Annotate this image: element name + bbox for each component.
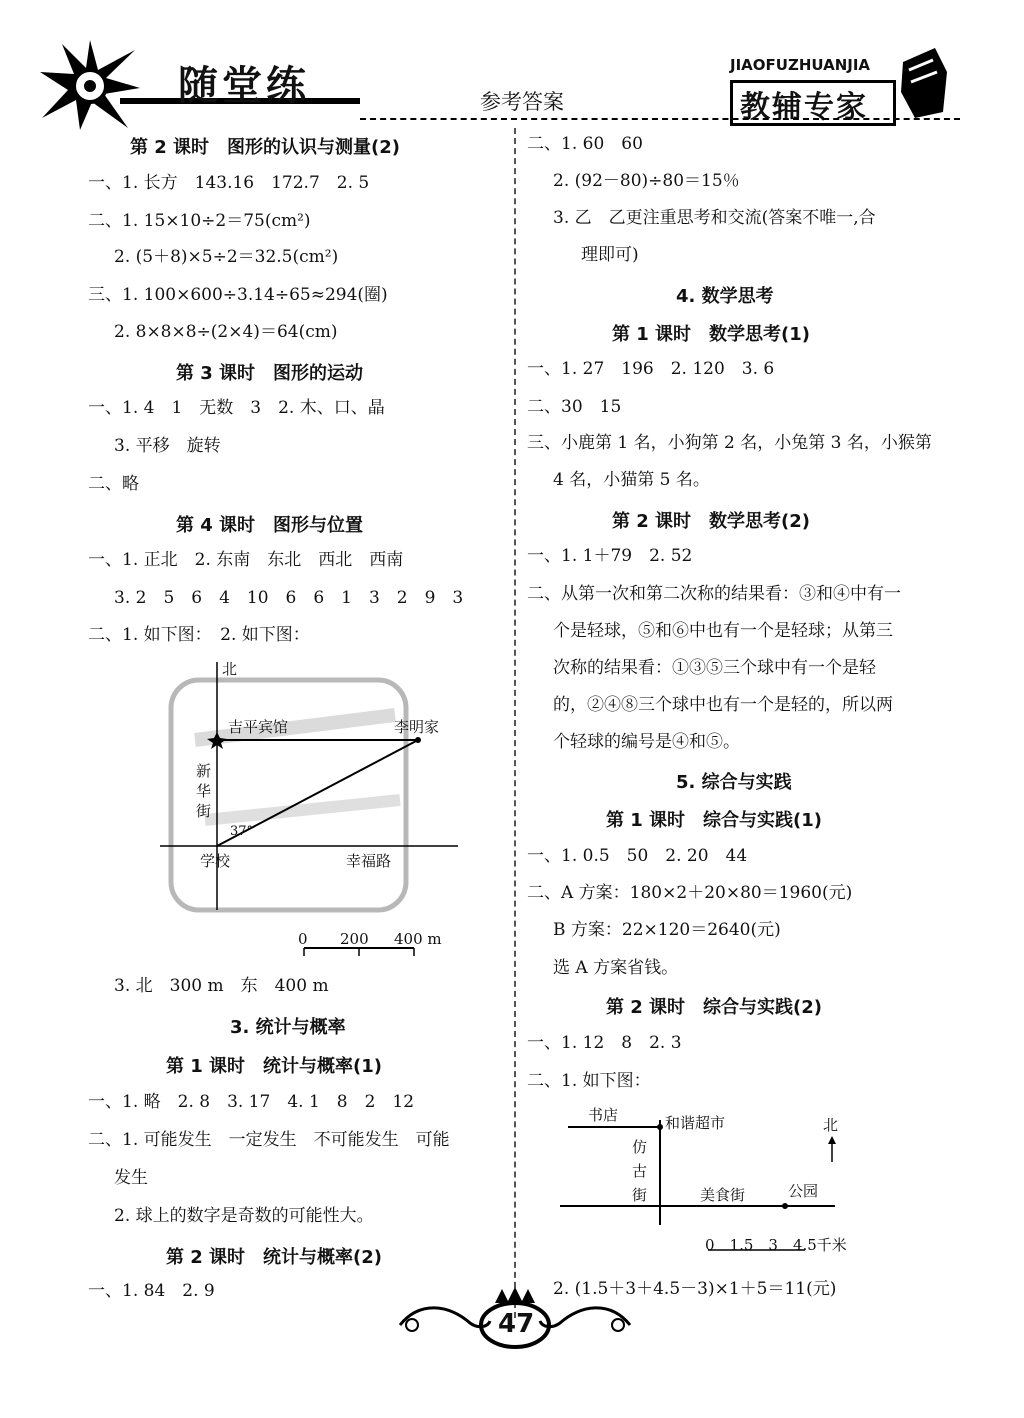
answer-line: 个是轻球，⑤和⑥中也有一个是轻球；从第三	[553, 621, 893, 641]
section-heading: 4. 数学思考	[676, 286, 774, 307]
street-label: 华	[196, 782, 212, 800]
north-label: 北	[823, 1116, 839, 1134]
answer-line: 一、1. 长方 143.16 172.7 2. 5	[88, 173, 370, 193]
park-label: 公园	[788, 1182, 819, 1200]
answer-line: 3. 乙 乙更注重思考和交流(答案不唯一,合	[553, 208, 876, 228]
answer-line: 二、1. 如下图： 2. 如下图：	[88, 625, 310, 645]
answer-line: 二、1. 60 60	[527, 134, 643, 154]
street-label: 街	[196, 802, 212, 820]
street-label: 街	[632, 1186, 648, 1204]
answer-line: 一、1. 27 196 2. 120 3. 6	[527, 359, 775, 379]
answer-line: 2. 8×8×8÷(2×4)＝64(cm)	[114, 322, 338, 342]
brand-name: 教辅专家	[740, 90, 868, 125]
answer-line: 选 A 方案省钱。	[553, 958, 679, 978]
route-map	[550, 1100, 870, 1265]
answer-line: 二、A 方案：180×2＋20×80＝1960(元)	[527, 883, 853, 903]
home-label: 李明家	[394, 718, 440, 736]
section-heading: 第 1 课时 综合与实践(1)	[606, 810, 823, 831]
school-label: 学校	[200, 852, 231, 870]
fist-icon	[895, 42, 950, 122]
answer-line: 二、1. 15×10÷2＝75(cm²)	[88, 211, 311, 231]
column-divider	[514, 128, 516, 1318]
answer-line: 二、1. 可能发生 一定发生 不可能发生 可能	[88, 1130, 450, 1150]
road-label: 幸福路	[346, 852, 392, 870]
footer	[390, 1285, 640, 1355]
answer-line: 一、1. 4 1 无数 3 2. 木、口、晶	[88, 398, 385, 418]
section-heading: 第 2 课时 综合与实践(2)	[606, 997, 823, 1018]
section-heading: 第 4 课时 图形与位置	[176, 515, 364, 536]
scale-tick: 200	[340, 930, 369, 948]
scale-label: 0 1.5 3 4.5千米	[705, 1236, 847, 1254]
header	[0, 0, 1024, 130]
answer-line: 一、1. 12 8 2. 3	[527, 1033, 682, 1053]
north-label: 北	[222, 660, 238, 678]
street-label: 仿	[632, 1138, 648, 1156]
hotel-label: 吉平宾馆	[228, 718, 289, 736]
angle-label: 37°	[230, 824, 254, 839]
starburst-icon	[40, 40, 140, 130]
section-heading: 第 2 课时 统计与概率(2)	[166, 1247, 383, 1268]
answer-line: 2. (5＋8)×5÷2＝32.5(cm²)	[114, 247, 339, 267]
answer-line: 的，②④⑧三个球中也有一个是轻的，所以两	[553, 695, 893, 715]
street-label: 古	[632, 1162, 648, 1180]
answer-line: 发生	[114, 1168, 148, 1188]
answer-line: 一、1. 正北 2. 东南 东北 西北 西南	[88, 550, 404, 570]
answer-line: 理即可)	[581, 245, 639, 265]
answer-line: B 方案：22×120＝2640(元)	[553, 920, 781, 940]
section-heading: 第 2 课时 数学思考(2)	[612, 511, 811, 532]
answer-line: 二、1. 如下图：	[527, 1071, 651, 1091]
brand-pinyin: JIAOFUZHUANJIA	[730, 56, 871, 74]
header-dashed-rule	[360, 118, 960, 120]
section-heading: 第 3 课时 图形的运动	[176, 363, 364, 384]
section-heading: 5. 综合与实践	[676, 772, 792, 793]
answer-line: 3. 北 300 m 东 400 m	[114, 976, 329, 996]
answer-line: 次称的结果看：①③⑤三个球中有一个是轻	[553, 658, 876, 678]
answer-line: 2. 球上的数字是奇数的可能性大。	[114, 1206, 374, 1226]
bookstore-label: 书店	[588, 1106, 619, 1124]
position-map	[150, 650, 470, 970]
answer-line: 一、1. 1＋79 2. 52	[527, 546, 693, 566]
answer-line: 3. 2 5 6 4 10 6 6 1 3 2 9 3	[114, 588, 464, 608]
answer-line: 三、小鹿第 1 名，小狗第 2 名，小兔第 3 名，小猴第	[527, 433, 932, 453]
section-heading: 第 1 课时 数学思考(1)	[612, 324, 811, 345]
scale-tick: 400 m	[394, 930, 442, 948]
answer-line: 2. (92－80)÷80＝15％	[553, 171, 740, 191]
market-label: 和谐超市	[665, 1114, 726, 1132]
answer-line: 3. 平移 旋转	[114, 436, 221, 456]
scale-tick: 0	[298, 930, 308, 948]
section-heading: 3. 统计与概率	[230, 1017, 346, 1038]
brand-title: 随堂练	[178, 63, 310, 109]
section-heading: 第 1 课时 统计与概率(1)	[166, 1056, 383, 1077]
answer-line: 一、1. 0.5 50 2. 20 44	[527, 846, 748, 866]
header-title: 参考答案	[480, 90, 564, 114]
answer-line: 4 名，小猫第 5 名。	[553, 470, 710, 490]
answer-line: 二、从第一次和第二次称的结果看：③和④中有一	[527, 584, 901, 604]
answer-line: 二、略	[88, 474, 139, 494]
answer-line: 个轻球的编号是④和⑤。	[553, 732, 740, 752]
answer-line: 2. (1.5＋3＋4.5－3)×1＋5＝11(元)	[553, 1279, 837, 1299]
answer-line: 一、1. 略 2. 8 3. 17 4. 1 8 2 12	[88, 1092, 415, 1112]
street-label: 新	[196, 762, 212, 780]
answer-line: 二、30 15	[527, 397, 622, 417]
food-street-label: 美食街	[700, 1186, 746, 1204]
answer-line: 三、1. 100×600÷3.14÷65≈294(圈)	[88, 285, 388, 305]
page-number: 47	[498, 1309, 535, 1339]
section-heading: 第 2 课时 图形的认识与测量(2)	[130, 137, 401, 158]
answer-line: 一、1. 84 2. 9	[88, 1281, 215, 1301]
